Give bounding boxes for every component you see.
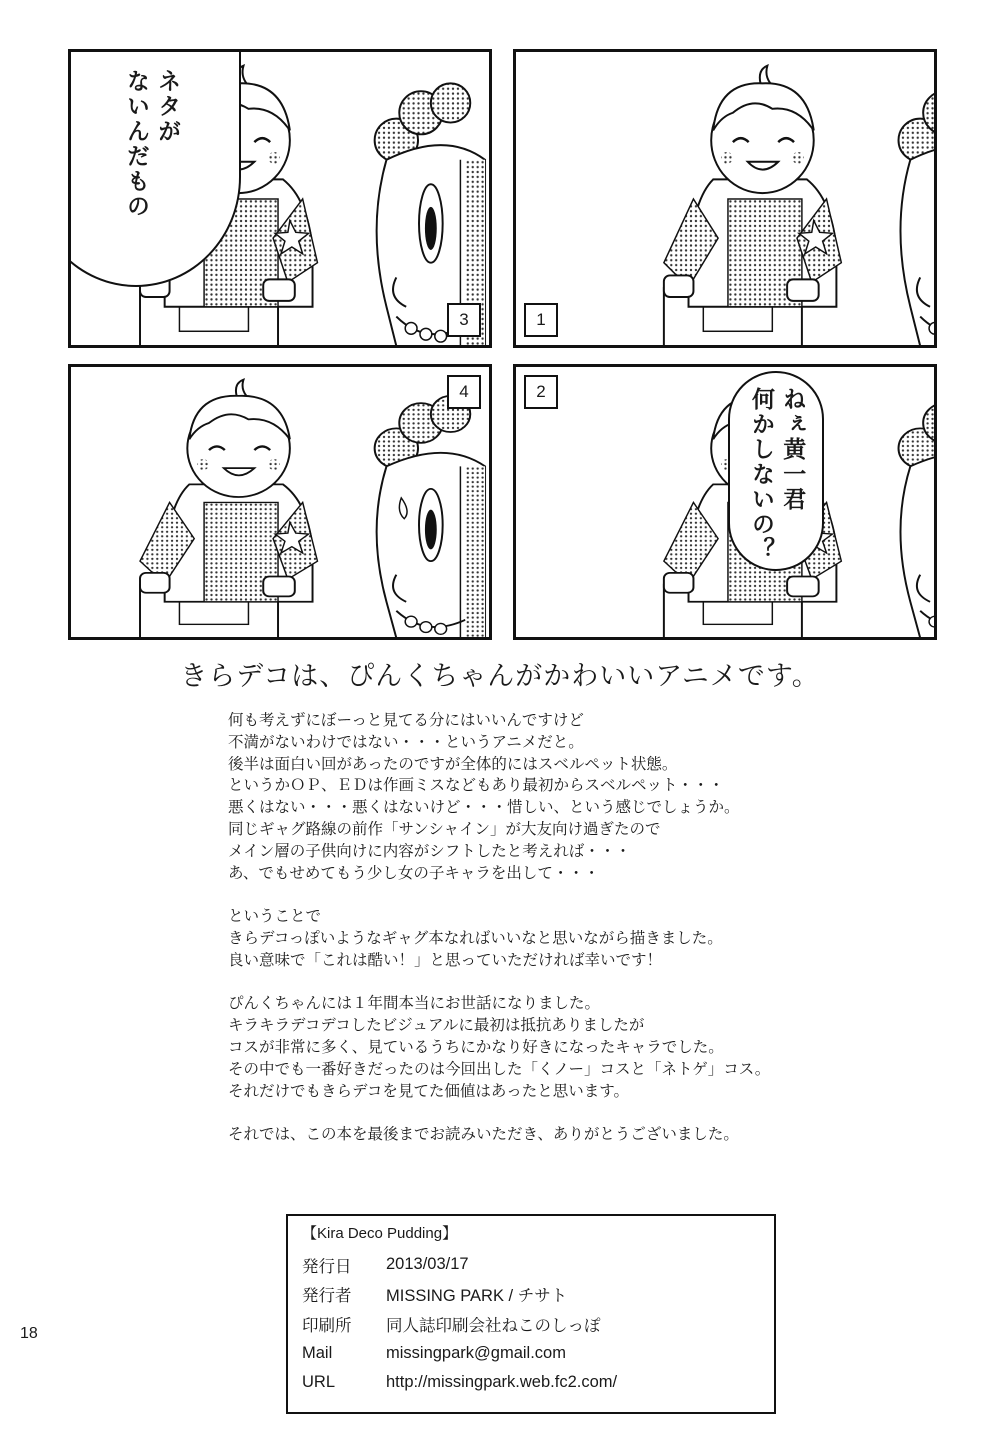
- speech-bubble: [728, 371, 824, 571]
- paragraph: [228, 993, 848, 1102]
- speech-line: 何かしないの？: [748, 387, 774, 562]
- speech-line: ねぇ黄一君: [779, 387, 806, 512]
- colophon-row-printer: [302, 1309, 760, 1339]
- panel-number: 2: [524, 375, 558, 409]
- text-line: 後半は面白い回があったのですが全体的にはスベルペット状態。: [228, 754, 678, 773]
- colophon-row-date: [302, 1250, 760, 1280]
- colophon-box: [286, 1214, 776, 1414]
- colophon-label: 発行者: [302, 1287, 352, 1306]
- colophon-value: http://missingpark.web.fc2.com/: [386, 1373, 618, 1392]
- paragraph: [228, 710, 848, 884]
- colophon-label: 発行日: [302, 1257, 352, 1276]
- comic-panel-2: [513, 364, 937, 640]
- text-line: メイン層の子供向けに内容がシフトしたと考えれば・・・: [228, 841, 631, 860]
- text-line: それでは、この本を最後までお読みいただき、ありがとうございました。: [228, 1125, 739, 1144]
- book-title: 【Kira Deco Pudding】: [302, 1225, 458, 1242]
- comic-panel-1: [513, 49, 937, 348]
- colophon-value: MISSING PARK / チサト: [386, 1287, 568, 1306]
- text-line: 良い意味で「これは酷い！」と思っていただければ幸いです！: [228, 950, 663, 969]
- colophon-row-url: [302, 1368, 760, 1398]
- panel-illustration: [516, 52, 934, 345]
- colophon-label: URL: [302, 1373, 336, 1392]
- text-line: 不満がないわけではない・・・というアニメだと。: [228, 732, 584, 751]
- colophon-row-mail: [302, 1339, 760, 1369]
- panel-number: 4: [447, 375, 481, 409]
- text-line: あ、でもせめてもう少し女の子キャラを出して・・・: [228, 863, 600, 882]
- comic-panel-4: [68, 364, 492, 640]
- text-line: キラキラデコデコしたビジュアルに最初は抵抗ありましたが: [228, 1016, 645, 1035]
- comic-panel-3: [68, 49, 492, 348]
- page-number: 18: [20, 1325, 38, 1342]
- text-line: それだけでもきらデコを見てた価値はあったと思います。: [228, 1081, 629, 1100]
- text-line: ということで: [228, 907, 322, 926]
- text-line: コスが非常に多く、見ているうちにかなり好きになったキャラでした。: [228, 1037, 724, 1056]
- text-line: 同じギャグ路線の前作「サンシャイン」が大友向け過ぎたので: [228, 819, 661, 838]
- colophon-label: 印刷所: [302, 1316, 352, 1335]
- colophon-label: Mail: [302, 1343, 333, 1362]
- speech-line: ないんだもの: [123, 69, 149, 219]
- colophon-value: missingpark@gmail.com: [386, 1343, 566, 1362]
- text-line: というかＯＰ、ＥＤは作画ミスなどもあり最初からスベルペット・・・: [228, 776, 725, 795]
- panel-number: 3: [447, 303, 481, 337]
- paragraph: [228, 1124, 848, 1146]
- panel-illustration: [71, 367, 489, 637]
- afterword-text: [228, 710, 848, 1168]
- colophon-value: 同人誌印刷会社ねこのしっぽ: [386, 1316, 601, 1335]
- text-line: その中でも一番好きだったのは今回出した「くノー」コスと「ネトゲ」コス。: [228, 1059, 771, 1078]
- text-line: 何も考えずにぼーっと見てる分にはいいんですけど: [228, 711, 584, 729]
- text-line: ぴんくちゃんには１年間本当にお世話になりました。: [228, 994, 601, 1013]
- speech-line: ネタが: [154, 69, 181, 144]
- panel-number: 1: [524, 303, 558, 337]
- text-line: きらデコっぽいようなギャグ本なればいいなと思いながら描きました。: [228, 928, 723, 947]
- panel-illustration: [516, 367, 934, 637]
- colophon-value: 2013/03/17: [386, 1255, 469, 1274]
- headline: きらデコは、ぴんくちゃんがかわいいアニメです。: [180, 661, 820, 692]
- paragraph: [228, 906, 848, 971]
- colophon-row-publisher: [302, 1280, 760, 1310]
- text-line: 悪くはない・・・悪くはないけど・・・惜しい、という感じでしょうか。: [228, 798, 740, 817]
